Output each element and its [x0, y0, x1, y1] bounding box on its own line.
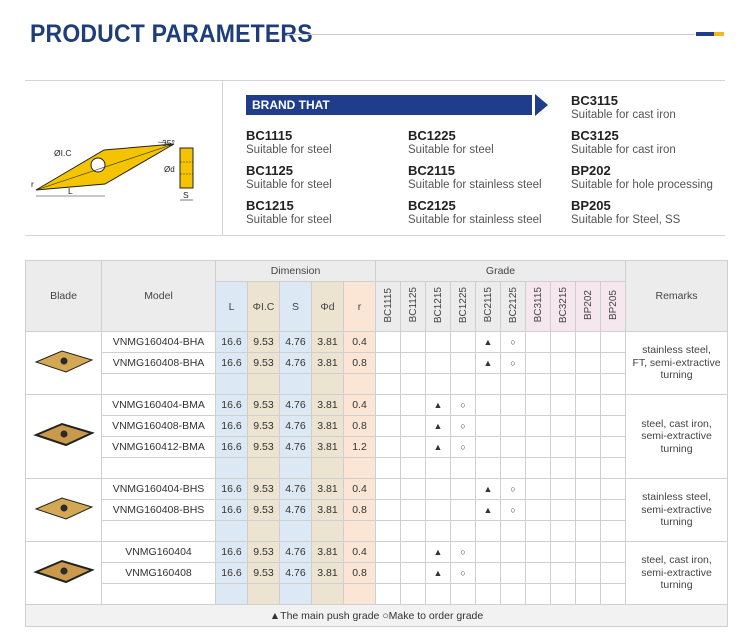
blade-image — [26, 542, 102, 605]
dim-cell: 16.6 — [216, 479, 248, 500]
blade-image — [26, 479, 102, 542]
dim-cell: 3.81 — [312, 500, 344, 521]
grade-mark-cell — [476, 395, 501, 416]
grade-mark-cell — [401, 332, 426, 353]
grade-bc3125: BC3125 Suitable for cast iron — [571, 128, 676, 156]
insert-blade-icon — [32, 421, 96, 449]
insert-blade-icon — [32, 558, 96, 586]
dim-cell: 4.76 — [280, 542, 312, 563]
grade-mark-cell: ○ — [451, 437, 476, 458]
grade-mark-cell: ▲ — [426, 395, 451, 416]
header-dim-ic: ΦI.C — [248, 282, 280, 332]
brand-arrow-icon — [535, 94, 548, 116]
grade-mark-cell: ○ — [451, 416, 476, 437]
table-spacer-row — [26, 458, 728, 479]
grade-mark-cell — [376, 332, 401, 353]
info-bottom-rule — [25, 235, 725, 236]
insert-blade-icon — [32, 348, 96, 376]
grade-mark-cell: ○ — [501, 332, 526, 353]
blade-image — [26, 395, 102, 479]
diagram-label-r: r — [31, 179, 34, 189]
brand-bar: BRAND THAT — [246, 95, 532, 115]
grade-mark-cell — [376, 395, 401, 416]
grade-mark-cell — [401, 437, 426, 458]
grade-mark-cell — [376, 500, 401, 521]
table-row — [26, 563, 728, 584]
header-grade: Grade — [376, 261, 626, 282]
grade-mark-cell — [601, 542, 626, 563]
page-title: PRODUCT PARAMETERS — [30, 20, 313, 48]
grade-mark-cell — [576, 395, 601, 416]
header-grade-bc2115: BC2115 — [476, 282, 501, 332]
diagram-label-ic: ØI.C — [54, 148, 72, 158]
grade-mark-cell: ○ — [501, 479, 526, 500]
grade-mark-cell — [526, 479, 551, 500]
header-grade-bc3115: BC3115 — [526, 282, 551, 332]
dim-cell: 4.76 — [280, 353, 312, 374]
grade-mark-cell — [451, 332, 476, 353]
grade-mark-cell — [551, 563, 576, 584]
grade-mark-cell — [551, 353, 576, 374]
grade-bc1115: BC1115 Suitable for steel — [246, 128, 332, 156]
grade-mark-cell — [526, 395, 551, 416]
grade-bc2125: BC2125 Suitable for stainless steel — [408, 198, 542, 226]
model-cell: VNMG160408 — [102, 563, 216, 584]
grade-mark-cell: ▲ — [426, 416, 451, 437]
remark-line: semi-extractive — [641, 503, 712, 516]
dim-cell: 9.53 — [248, 395, 280, 416]
model-cell: VNMG160408-BHA — [102, 353, 216, 374]
grade-mark-cell — [376, 437, 401, 458]
remark-cell — [626, 542, 728, 605]
grade-mark-cell: ○ — [451, 542, 476, 563]
table-row — [26, 416, 728, 437]
grade-mark-cell — [526, 542, 551, 563]
table-spacer-row — [26, 521, 728, 542]
grade-mark-cell — [601, 416, 626, 437]
grade-mark-cell — [501, 395, 526, 416]
grade-mark-cell — [551, 500, 576, 521]
header-dim-L: L — [216, 282, 248, 332]
dim-cell: 3.81 — [312, 416, 344, 437]
grade-mark-cell — [426, 479, 451, 500]
remark-line: steel, cast iron, — [641, 554, 712, 567]
dim-cell: 9.53 — [248, 542, 280, 563]
dim-cell: 4.76 — [280, 500, 312, 521]
grade-mark-cell — [601, 332, 626, 353]
title-accent-mark — [696, 32, 724, 36]
dim-cell: 3.81 — [312, 437, 344, 458]
grade-mark-cell — [376, 479, 401, 500]
table-row — [26, 542, 728, 563]
dim-cell: 0.4 — [344, 332, 376, 353]
header-grade-bc1225: BC1225 — [451, 282, 476, 332]
model-cell: VNMG160412-BMA — [102, 437, 216, 458]
grade-mark-cell: ▲ — [426, 542, 451, 563]
dim-cell: 0.8 — [344, 500, 376, 521]
grade-mark-cell — [376, 563, 401, 584]
table-row — [26, 500, 728, 521]
remark-cell — [626, 332, 728, 395]
grade-mark-cell — [376, 416, 401, 437]
dim-cell: 3.81 — [312, 479, 344, 500]
dim-cell: 9.53 — [248, 353, 280, 374]
header-grade-bc3215: BC3215 — [551, 282, 576, 332]
grade-mark-cell — [426, 332, 451, 353]
remark-line: turning — [660, 369, 693, 382]
dim-cell: 16.6 — [216, 542, 248, 563]
diagram-label-L: L — [68, 186, 73, 196]
grade-mark-cell — [526, 353, 551, 374]
dim-cell: 0.4 — [344, 479, 376, 500]
grade-mark-cell — [501, 563, 526, 584]
dim-cell: 16.6 — [216, 416, 248, 437]
header-blade: Blade — [26, 261, 102, 332]
grade-mark-cell — [576, 416, 601, 437]
model-cell: VNMG160408-BMA — [102, 416, 216, 437]
header-dim-d: Φd — [312, 282, 344, 332]
model-cell: VNMG160404-BHS — [102, 479, 216, 500]
dim-cell: 9.53 — [248, 416, 280, 437]
legend: ▲The main push grade ○Make to order grade — [26, 605, 728, 627]
remark-line: turning — [660, 516, 693, 529]
grade-mark-cell — [401, 395, 426, 416]
grade-mark-cell — [551, 416, 576, 437]
dim-cell: 0.4 — [344, 395, 376, 416]
grade-mark-cell — [601, 437, 626, 458]
dim-cell: 16.6 — [216, 437, 248, 458]
grade-mark-cell — [376, 542, 401, 563]
dim-cell: 4.76 — [280, 563, 312, 584]
model-cell: VNMG160408-BHS — [102, 500, 216, 521]
title-divider — [287, 34, 695, 35]
grade-mark-cell: ▲ — [426, 563, 451, 584]
grade-mark-cell — [551, 479, 576, 500]
dim-cell: 1.2 — [344, 437, 376, 458]
dim-cell: 16.6 — [216, 563, 248, 584]
grade-mark-cell — [401, 500, 426, 521]
grade-mark-cell — [576, 479, 601, 500]
grade-mark-cell — [601, 395, 626, 416]
dim-cell: 4.76 — [280, 479, 312, 500]
model-cell: VNMG160404-BHA — [102, 332, 216, 353]
remark-line: semi-extractive — [641, 566, 712, 579]
grade-mark-cell: ▲ — [426, 437, 451, 458]
header-grade-bc1125: BC1125 — [401, 282, 426, 332]
grade-mark-cell: ▲ — [476, 332, 501, 353]
dim-cell: 9.53 — [248, 437, 280, 458]
blade-image — [26, 332, 102, 395]
grade-mark-cell — [501, 542, 526, 563]
table-row — [26, 437, 728, 458]
grade-mark-cell — [501, 416, 526, 437]
dim-cell: 0.8 — [344, 416, 376, 437]
remark-cell — [626, 479, 728, 542]
dim-cell: 16.6 — [216, 353, 248, 374]
dim-cell: 3.81 — [312, 332, 344, 353]
dim-cell: 0.8 — [344, 563, 376, 584]
grade-mark-cell — [426, 500, 451, 521]
grade-bc2115: BC2115 Suitable for stainless steel — [408, 163, 542, 191]
remark-line: turning — [660, 442, 693, 455]
header-dim-S: S — [280, 282, 312, 332]
grade-bp202: BP202 Suitable for hole processing — [571, 163, 713, 191]
grade-bc3115: BC3115 Suitable for cast iron — [571, 93, 676, 121]
diagram-label-d: Ød — [164, 165, 175, 174]
insert-diagram — [28, 132, 208, 207]
dim-cell: 16.6 — [216, 332, 248, 353]
grade-mark-cell — [551, 437, 576, 458]
info-top-rule — [25, 80, 725, 81]
grade-mark-cell — [401, 353, 426, 374]
grade-mark-cell — [526, 437, 551, 458]
header-grade-bc1215: BC1215 — [426, 282, 451, 332]
header-dim-r: r — [344, 282, 376, 332]
dim-cell: 4.76 — [280, 416, 312, 437]
remark-cell — [626, 395, 728, 479]
grade-mark-cell — [576, 437, 601, 458]
dim-cell: 4.76 — [280, 332, 312, 353]
grade-bc1215: BC1215 Suitable for steel — [246, 198, 332, 226]
grade-bc1125: BC1125 Suitable for steel — [246, 163, 332, 191]
grade-mark-cell: ▲ — [476, 479, 501, 500]
dim-cell: 3.81 — [312, 563, 344, 584]
grade-mark-cell — [526, 500, 551, 521]
grade-mark-cell — [476, 563, 501, 584]
grade-mark-cell: ○ — [451, 563, 476, 584]
grade-mark-cell — [426, 353, 451, 374]
header-model: Model — [102, 261, 216, 332]
grade-mark-cell — [451, 353, 476, 374]
remark-line: steel, cast iron, — [641, 417, 712, 430]
header-dimension: Dimension — [216, 261, 376, 282]
grade-mark-cell — [601, 500, 626, 521]
table-spacer-row — [26, 584, 728, 605]
grade-mark-cell — [451, 500, 476, 521]
grade-mark-cell — [476, 542, 501, 563]
table-row — [26, 395, 728, 416]
model-cell: VNMG160404 — [102, 542, 216, 563]
grade-bp205: BP205 Suitable for Steel, SS — [571, 198, 681, 226]
header-grade-bc1115: BC1115 — [376, 282, 401, 332]
grade-mark-cell — [551, 395, 576, 416]
table-row — [26, 479, 728, 500]
grade-mark-cell: ○ — [451, 395, 476, 416]
dim-cell: 3.81 — [312, 395, 344, 416]
dim-cell: 16.6 — [216, 500, 248, 521]
dim-cell: 16.6 — [216, 395, 248, 416]
grade-mark-cell: ○ — [501, 353, 526, 374]
grade-mark-cell — [576, 353, 601, 374]
dim-cell: 9.53 — [248, 500, 280, 521]
grade-mark-cell — [476, 416, 501, 437]
dim-cell: 9.53 — [248, 479, 280, 500]
grade-mark-cell — [551, 542, 576, 563]
remark-line: turning — [660, 579, 693, 592]
grade-mark-cell — [476, 437, 501, 458]
insert-blade-icon — [32, 495, 96, 523]
dim-cell: 3.81 — [312, 542, 344, 563]
dim-cell: 4.76 — [280, 437, 312, 458]
remark-line: semi-extractive — [641, 430, 712, 443]
grade-mark-cell: ▲ — [476, 500, 501, 521]
grade-mark-cell — [526, 563, 551, 584]
grade-mark-cell — [401, 479, 426, 500]
diagram-label-S: S — [183, 190, 189, 200]
grade-mark-cell — [451, 479, 476, 500]
grade-mark-cell: ▲ — [476, 353, 501, 374]
parameter-table — [25, 260, 728, 627]
header-remarks: Remarks — [626, 261, 728, 332]
dim-cell: 0.4 — [344, 542, 376, 563]
dim-cell: 4.76 — [280, 395, 312, 416]
grade-mark-cell — [401, 563, 426, 584]
diagram-label-angle: 35° — [162, 138, 175, 148]
model-cell: VNMG160404-BMA — [102, 395, 216, 416]
grade-mark-cell — [501, 437, 526, 458]
header-grade-bp202: BP202 — [576, 282, 601, 332]
remark-line: stainless steel, — [642, 491, 711, 504]
grade-mark-cell — [376, 353, 401, 374]
grade-mark-cell — [601, 563, 626, 584]
dim-cell: 3.81 — [312, 353, 344, 374]
grade-mark-cell — [551, 332, 576, 353]
remark-line: stainless steel, — [642, 344, 711, 357]
grade-mark-cell — [601, 353, 626, 374]
grade-mark-cell — [401, 416, 426, 437]
grade-mark-cell — [526, 332, 551, 353]
header-grade-bp205: BP205 — [601, 282, 626, 332]
grade-mark-cell: ○ — [501, 500, 526, 521]
grade-mark-cell — [576, 332, 601, 353]
remark-line: FT, semi-extractive — [632, 356, 721, 369]
table-row — [26, 332, 728, 353]
header-grade-bc2125: BC2125 — [501, 282, 526, 332]
grade-mark-cell — [576, 563, 601, 584]
grade-mark-cell — [601, 479, 626, 500]
info-divider — [222, 80, 223, 235]
grade-mark-cell — [576, 542, 601, 563]
table-row — [26, 353, 728, 374]
table-spacer-row — [26, 374, 728, 395]
dim-cell: 0.8 — [344, 353, 376, 374]
grade-mark-cell — [401, 542, 426, 563]
grade-mark-cell — [526, 416, 551, 437]
grade-mark-cell — [576, 500, 601, 521]
dim-cell: 9.53 — [248, 563, 280, 584]
dim-cell: 9.53 — [248, 332, 280, 353]
grade-bc1225: BC1225 Suitable for steel — [408, 128, 494, 156]
